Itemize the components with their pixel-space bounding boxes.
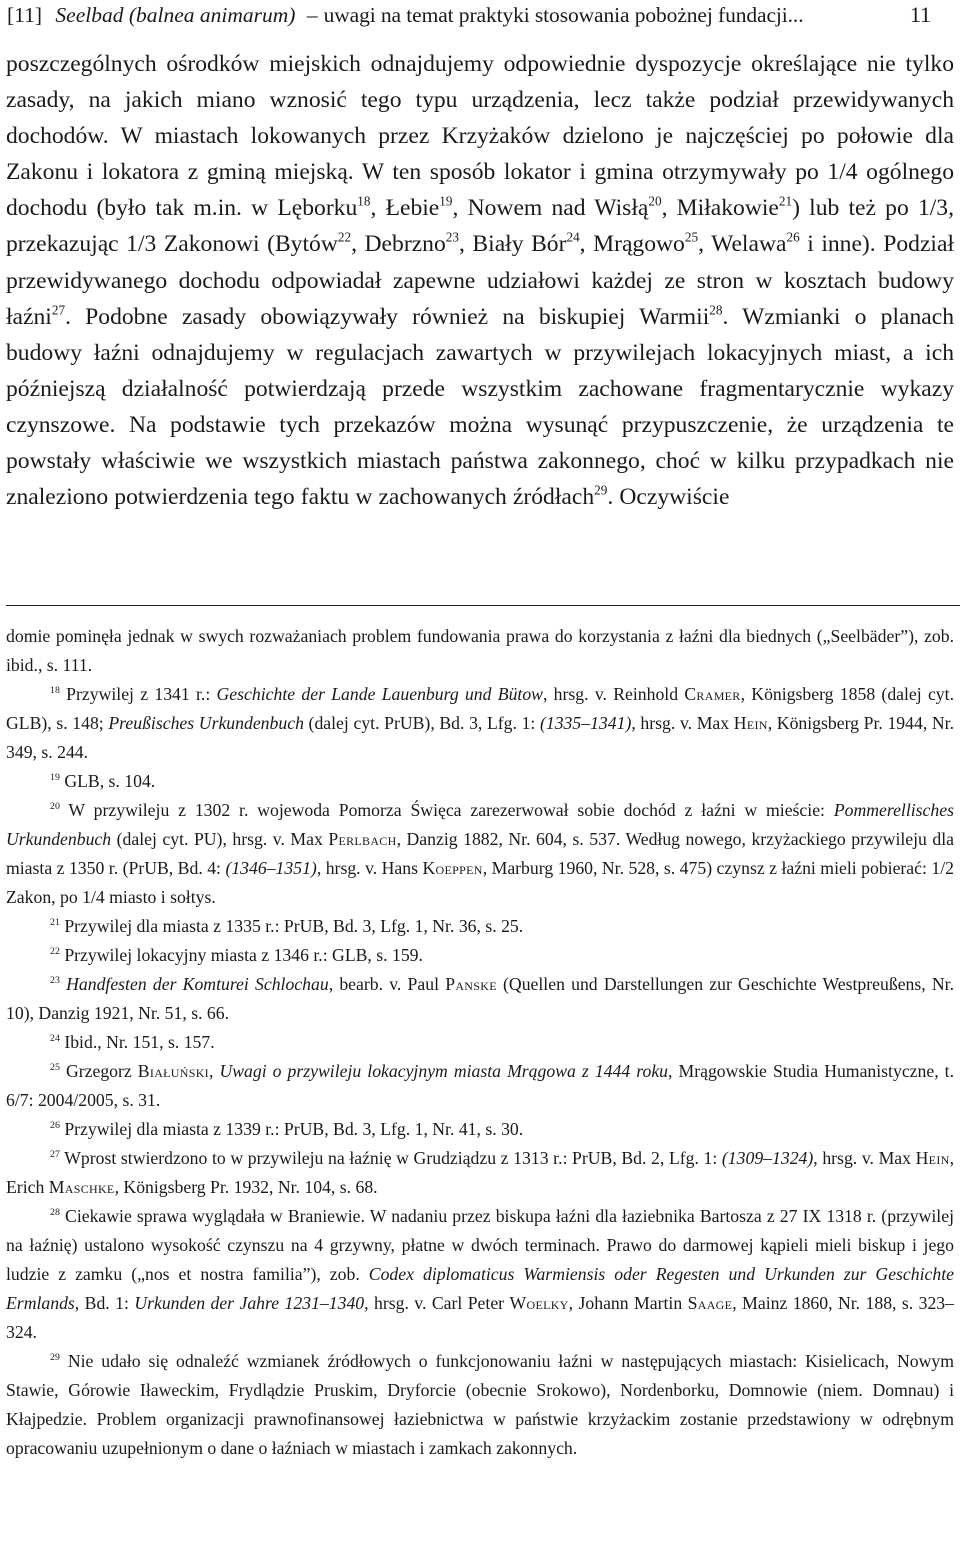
footnote-number: 21 [50,916,60,928]
footnote-number: 27 [50,1148,60,1160]
body-text-run: ) lub też po 1/3, przekazując 1/3 Zakonowi (Bytów [6,195,954,258]
body-text-run: , Nowem nad Wisłą [452,195,649,222]
footnote-20 [6,796,954,912]
footnote-text: Nie udało się odnaleźć wzmianek źródłowych o funkcjonowaniu łaźni w następujących miastach: Kisielicach, Nowym Stawie, Górowie Iławeckim, Frydlądzie Pruskim, Dryforcie (obecnie Srokowo), Nordenborku, Domnowie (niem. Domnau) i Kłajpedzie. Problem organizacji prawnofinansowej łaziebnictwa w państwie krzyżackim zostanie przedstawiony w odrębnym opracowaniu uzupełnionym o dane o łaźniach w miastach i zamkach zakonnych. [6,1351,954,1458]
footnote-text: , Bd. 1: [74,1293,135,1313]
footnote-27 [6,1144,954,1202]
footnote-italic: Codex diplomaticus Warmiensis oder Regesten und Urkunden zur Geschichte Ermlands [6,1264,954,1313]
footnote-text: Przywilej z 1341 r.: [59,684,217,704]
footnote-text: , Mainz 1860, Nr. 188, s. 323–324. [6,1293,954,1342]
footnote-text: Przywilej dla miasta z 1335 r.: PrUB, Bd. 3, Lfg. 1, Nr. 36, s. 25. [59,916,524,936]
footnote-number: 22 [50,945,60,957]
author-name: Woelky [509,1293,569,1313]
footnote-number: 26 [50,1119,60,1131]
article-subtitle: uwagi na temat praktyki stosowania pobożnej fundacji... [323,3,804,27]
footnote-28 [6,1202,954,1347]
footnote-number: 24 [50,1032,60,1044]
main-paragraph [6,46,954,515]
footnote-21 [6,912,954,941]
footnote-text: GLB, s. 104. [59,771,156,791]
author-name: Saage [687,1293,733,1313]
footnote-ref-28[interactable]: 28 [709,302,723,318]
body-text-run: , Łebie [370,195,440,222]
body-text-run: , Mrągowo [579,231,685,258]
footnote-text: , hrsg. v. Max [631,713,734,733]
footnote-italic: Urkunden der Jahre 1231–1340 [134,1293,365,1313]
footnote-ref-24[interactable]: 24 [566,229,580,245]
body-text-run: poszczególnych ośrodków miejskich odnajdujemy odpowiednie dyspozycje określające nie tylko zasady, na jakich miano wznosić tego typu urządzenia, lecz także podział przewidywanych dochodów. W miastach lokowanych przez Krzyżaków dzielono je najczęściej po połowie dla Zakonu i lokatora z gminą miejską. W ten sposób lokator i gmina otrzymywały po 1/4 ogólnego dochodu (było tak m.in. w Lęborku [6,51,954,222]
author-name: Hein [915,1148,950,1168]
footnote-ref-22[interactable]: 22 [337,229,352,245]
body-text-run: , Debrzno [351,231,446,258]
footnote-text: (dalej cyt. PrUB), Bd. 3, Lfg. 1: [303,713,540,733]
footnote-ref-25[interactable]: 25 [684,229,699,245]
footnote-text: W przywileju z 1302 r. wojewoda Pomorza Święca zarezerwował sobie dochód z łaźni w mieście: [59,800,834,820]
footnote-ref-29[interactable]: 29 [594,482,608,498]
footnote-text: , hrsg. v. Max [813,1148,916,1168]
author-name: Hein [733,713,768,733]
footnote-text: Przywilej lokacyjny miasta z 1346 r.: GLB, s. 159. [59,945,423,965]
author-name: Maschke [48,1177,115,1197]
running-header [7,2,953,36]
footnote-text: , Königsberg Pr. 1944, Nr. 349, s. 244. [6,713,955,762]
footnote-text: , Erich [6,1148,954,1197]
running-title [7,3,804,28]
author-name: Cramer [684,684,741,704]
footnote-25 [6,1057,954,1115]
footnote-number: 23 [50,974,60,986]
footnote-29 [6,1347,954,1463]
footnote-number: 25 [50,1061,60,1073]
footnote-italic: (1335–1341) [539,713,632,733]
footnote-ref-27[interactable]: 27 [51,302,66,318]
body-text-run: . Podobne zasady obowiązywały również na biskupiej Warmii [65,303,710,330]
footnote-text: , Danzig 1882, Nr. 604, s. 537. Według nowego, krzyżackiego przywileju dla miasta z 1350 r. (PrUB, Bd. 4: [6,829,954,878]
footnote-18 [6,680,954,767]
footnote-text: , [208,1061,220,1081]
footnote-text: Przywilej dla miasta z 1339 r.: PrUB, Bd. 3, Lfg. 1, Nr. 41, s. 30. [59,1119,524,1139]
footnote-text: , Johann Martin [568,1293,688,1313]
footnote-number: 29 [50,1351,60,1363]
footnote-italic: Geschichte der Lande Lauenburg und Bütow [216,684,543,704]
footnote-text: , Mrągowskie Studia Humanistyczne, t. 6/7: 2004/2005, s. 31. [6,1061,955,1110]
footnote-text: , Königsberg 1858 (dalej cyt. GLB), s. 148; [6,684,954,733]
footnote-text: , hrsg. v. Carl Peter [364,1293,510,1313]
footnote-ref-26[interactable]: 26 [786,229,800,245]
body-text-run: , Miłakowie [661,195,779,222]
footnote-text: , bearb. v. Paul [328,974,446,994]
footnote-text: Ibid., Nr. 151, s. 157. [59,1032,215,1052]
footnote-24 [6,1028,954,1057]
footnote-ref-19[interactable]: 19 [439,193,453,209]
footnote-italic: (1346–1351) [225,858,317,878]
footnote-text: , Königsberg Pr. 1932, Nr. 104, s. 68. [114,1177,378,1197]
footnote-number: 19 [50,771,60,783]
body-text-run: . Oczywiście [607,484,730,511]
body-text-run: , Biały Bór [458,231,567,258]
body-text-run: i inne). Podział przewidywanego dochodu odpowiadał zapewne udziałowi każdej ze stron w kosztach budowy łaźni [6,231,955,330]
body-text-run: . Wzmianki o planach budowy łaźni odnajdujemy w regulacjach zawartych w przywilejach lokacyjnych miast, a ich późniejszą działalność potwierdzają przede wszystkim zachowane fragmentarycznie wykazy czynszowe. Na podstawie tych przekazów można wysunąć przypuszczenie, że urządzenia te powstały właściwie we wszystkich miastach państwa zakonnego, choć w kilku przypadkach nie znaleziono potwierdzenia tego faktu w zachowanych źródłach [6,303,955,511]
page-number: 11 [909,2,931,27]
author-name: Panske [445,974,497,994]
footnote-italic: (1309–1324) [721,1148,814,1168]
footnote-italic: Uwagi o przywileju lokacyjnym miasta Mrągowa z 1444 roku [219,1061,669,1081]
footnotes-section [6,622,954,1463]
footnote-number: 18 [50,684,60,696]
footnote-text: Ciekawie sprawa wyglądała w Braniewie. W nadaniu przez biskupa łaźni dla łaziebnika Bartosza z 27 IX 1318 r. (przywilej na łaźnię) ustalono wysokość czynszu na 4 grzywny, płatne w dwóch terminach. Prawo do darmowej kąpieli mieli biskup i jego ludzie z zamku („nos et nostra familia”), zob. [6,1206,954,1284]
footnote-italic: Pommerellisches Urkundenbuch [6,800,954,849]
footnote-ref-18[interactable]: 18 [357,193,371,209]
footnote-text: , Marburg 1960, Nr. 528, s. 475) czynsz z łaźni mieli pobierać: 1/2 Zakon, po 1/4 miasto i sołtys. [6,858,954,907]
footnote-number: 28 [50,1206,60,1218]
article-title: Seelbad (balnea animarum) [55,3,296,27]
footnote-text: , hrsg. v. Reinhold [542,684,685,704]
author-name: Perlbach [328,829,397,849]
footnote-divider [6,605,960,606]
footnote-italic: Preußisches Urkundenbuch [108,713,304,733]
footnote-26 [6,1115,954,1144]
author-name: Białuński [137,1061,209,1081]
footnote-ref-23[interactable]: 23 [445,229,459,245]
title-separator: – [306,3,318,27]
footnote-text: (Quellen und Darstellungen zur Geschichte Westpreußens, Nr. 10), Danzig 1921, Nr. 51, s. 66. [6,974,954,1023]
footnote-22 [6,941,954,970]
chapter-number: [11] [7,3,43,27]
footnote-19 [6,767,954,796]
footnote-text: Grzegorz [59,1061,138,1081]
footnote-number: 20 [50,800,60,812]
footnote-ref-20[interactable]: 20 [648,193,662,209]
footnote-italic: Handfesten der Komturei Schlochau [66,974,329,994]
body-text-run: , Welawa [698,231,787,258]
footnote-continuation: domie pominęła jednak w swych rozważaniach problem fundowania prawa do korzystania z łaźni dla biednych („Seelbäder”), zob. ibid., s. 111. [6,626,954,675]
footnote-text: Wprost stwierdzono to w przywileju na łaźnię w Grudziądzu z 1313 r.: PrUB, Bd. 2, Lfg. 1: [59,1148,722,1168]
author-name: Koeppen [422,858,483,878]
footnote-ref-21[interactable]: 21 [778,193,793,209]
footnote-text: (dalej cyt. PU), hrsg. v. Max [111,829,329,849]
footnote-text: , hrsg. v. Hans [316,858,423,878]
footnote-23 [6,970,954,1028]
